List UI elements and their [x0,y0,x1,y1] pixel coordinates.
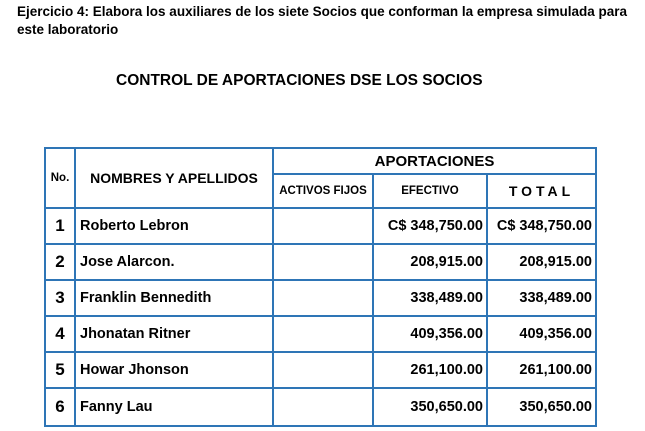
row-number: 4 [45,316,75,352]
header-total: TOTAL [487,174,596,208]
row-number: 3 [45,280,75,316]
activos-fijos-cell [273,208,373,244]
activos-fijos-cell [273,244,373,280]
header-aportaciones: APORTACIONES [273,148,596,174]
partner-name: Fanny Lau [75,388,273,426]
total-cell: 350,650.00 [487,388,596,426]
table-row [45,316,596,352]
row-number: 2 [45,244,75,280]
efectivo-cell: 261,100.00 [373,352,487,388]
efectivo-cell: 338,489.00 [373,280,487,316]
table-row [45,208,596,244]
row-number: 1 [45,208,75,244]
activos-fijos-cell [273,280,373,316]
total-cell: 409,356.00 [487,316,596,352]
header-names: NOMBRES Y APELLIDOS [75,148,273,208]
activos-fijos-cell [273,388,373,426]
efectivo-cell: 208,915.00 [373,244,487,280]
efectivo-cell: C$ 348,750.00 [373,208,487,244]
table-row [45,280,596,316]
table-row [45,352,596,388]
row-number: 6 [45,388,75,426]
total-cell: 208,915.00 [487,244,596,280]
activos-fijos-cell [273,316,373,352]
partner-name: Jose Alarcon. [75,244,273,280]
partner-name: Howar Jhonson [75,352,273,388]
partner-name: Franklin Bennedith [75,280,273,316]
activos-fijos-cell [273,352,373,388]
efectivo-cell: 409,356.00 [373,316,487,352]
row-number: 5 [45,352,75,388]
contributions-table [44,147,597,427]
exercise-instruction: Ejercicio 4: Elabora los auxiliares de los siete Socios que conforman la empresa simulada para este laboratorio [17,4,627,37]
partner-name: Roberto Lebron [75,208,273,244]
table-row [45,388,596,426]
efectivo-cell: 350,650.00 [373,388,487,426]
header-efectivo: EFECTIVO [373,174,487,208]
document-title: CONTROL DE APORTACIONES DSE LOS SOCIOS [116,72,483,89]
table-row [45,244,596,280]
total-cell: 338,489.00 [487,280,596,316]
total-cell: 261,100.00 [487,352,596,388]
header-no: No. [45,148,75,208]
header-activos-fijos: ACTIVOS FIJOS [273,174,373,208]
total-cell: C$ 348,750.00 [487,208,596,244]
partner-name: Jhonatan Ritner [75,316,273,352]
